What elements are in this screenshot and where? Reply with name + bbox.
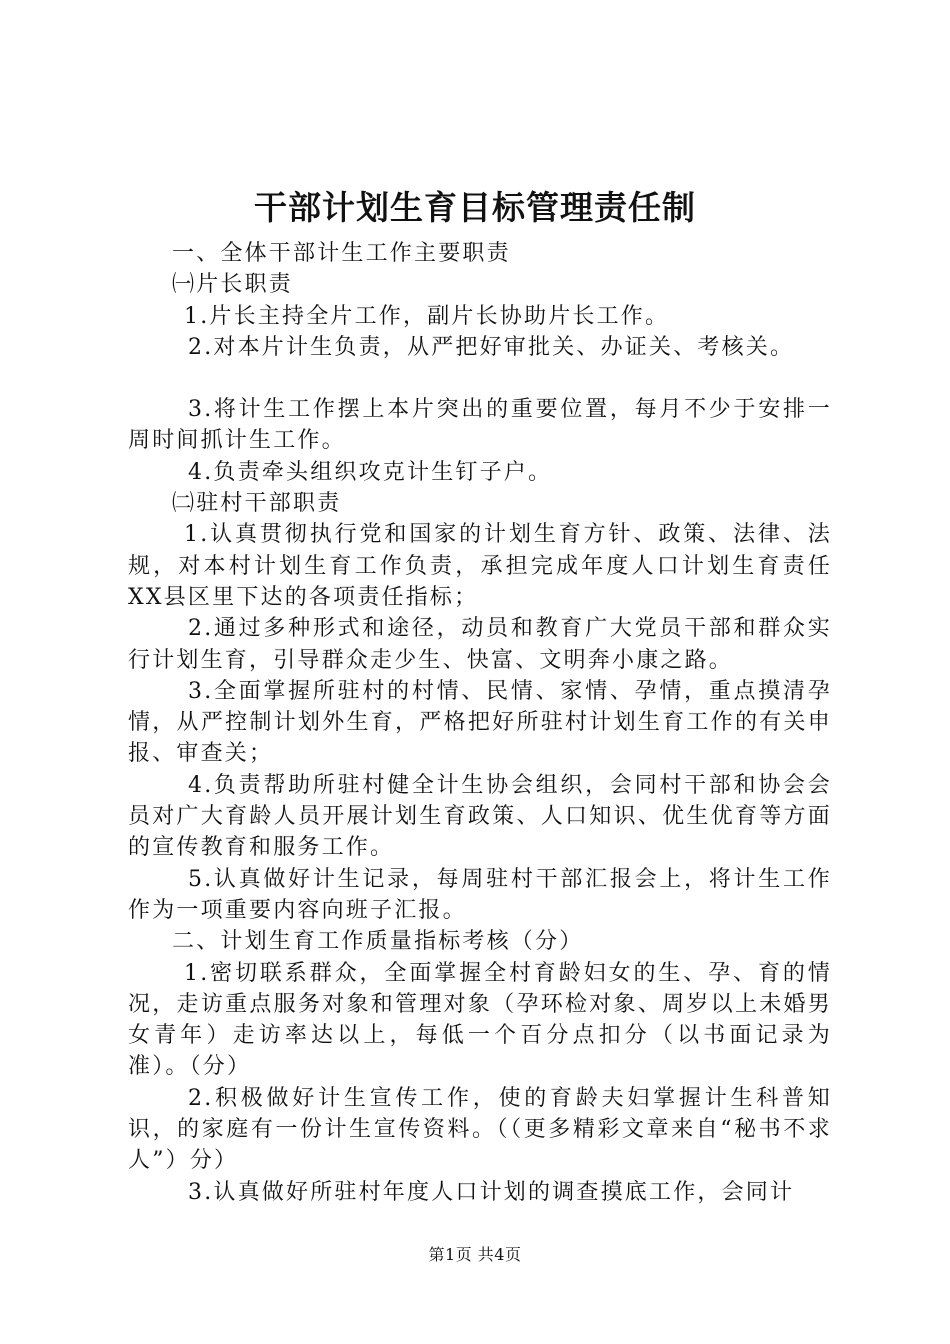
paragraph: 5.认真做好计生记录，每周驻村干部汇报会上，将计生工作作为一项重要内容向班子汇报。 — [128, 866, 832, 923]
page-footer: 第1页 共4页 — [428, 1245, 522, 1264]
paragraph: 1.认真贯彻执行党和国家的计划生育方针、政策、法律、法规，对本村计划生育工作负责，承担完成年度人口计划生育责任XX县区里下达的各项责任指标； — [128, 522, 832, 610]
document-body — [128, 238, 832, 1208]
paragraph: 1.密切联系群众，全面掌握全村育龄妇女的生、孕、育的情况，走访重点服务对象和管理对象（孕环检对象、周岁以上未婚男女青年）走访率达以上，每低一个百分点扣分（以书面记录为准）。（分） — [128, 960, 832, 1080]
section-heading: 一、全体干部计生工作主要职责 — [172, 241, 511, 266]
paragraph: 2.对本片计生负责，从严把好审批关、办证关、考核关。 — [188, 334, 795, 360]
paragraph: 2.积极做好计生宣传工作，使的育龄夫妇掌握计生科普知识，的家庭有一份计生宣传资料。（（更多精彩文章来自“秘书不求人”）分） — [128, 1085, 832, 1174]
blank-line — [128, 363, 832, 394]
subsection-heading: ㈡驻村干部职责 — [172, 491, 342, 517]
document-title: 干部计划生育目标管理责任制 — [254, 188, 696, 227]
paragraph: 3.认真做好所驻村年度人口计划的调查摸底工作，会同计 — [188, 1179, 795, 1205]
subsection-heading: ㈠片长职责 — [172, 272, 294, 298]
paragraph: 3.全面掌握所驻村的村情、民情、家情、孕情，重点摸清孕情，从严控制计划外生育，严格把好所驻村计划生育工作的有关申报、审查关； — [128, 678, 832, 767]
paragraph: 1.片长主持全片工作，副片长协助片长工作。 — [184, 303, 670, 329]
section-heading: 二、计划生育工作质量指标考核（分） — [172, 929, 584, 955]
paragraph: 2.通过多种形式和途径，动员和教育广大党员干部和群众实行计划生育，引导群众走少生、快富、文明奔小康之路。 — [128, 616, 832, 673]
paragraph: 3.将计生工作摆上本片突出的重要位置，每月不少于安排一周时间抓计生工作。 — [128, 397, 832, 454]
paragraph: 4.负责牵头组织攻克计生钉子户。 — [188, 459, 553, 485]
paragraph: 4.负责帮助所驻村健全计生协会组织，会同村干部和协会会员对广大育龄人员开展计划生育政策、人口知识、优生优育等方面的宣传教育和服务工作。 — [128, 772, 832, 861]
